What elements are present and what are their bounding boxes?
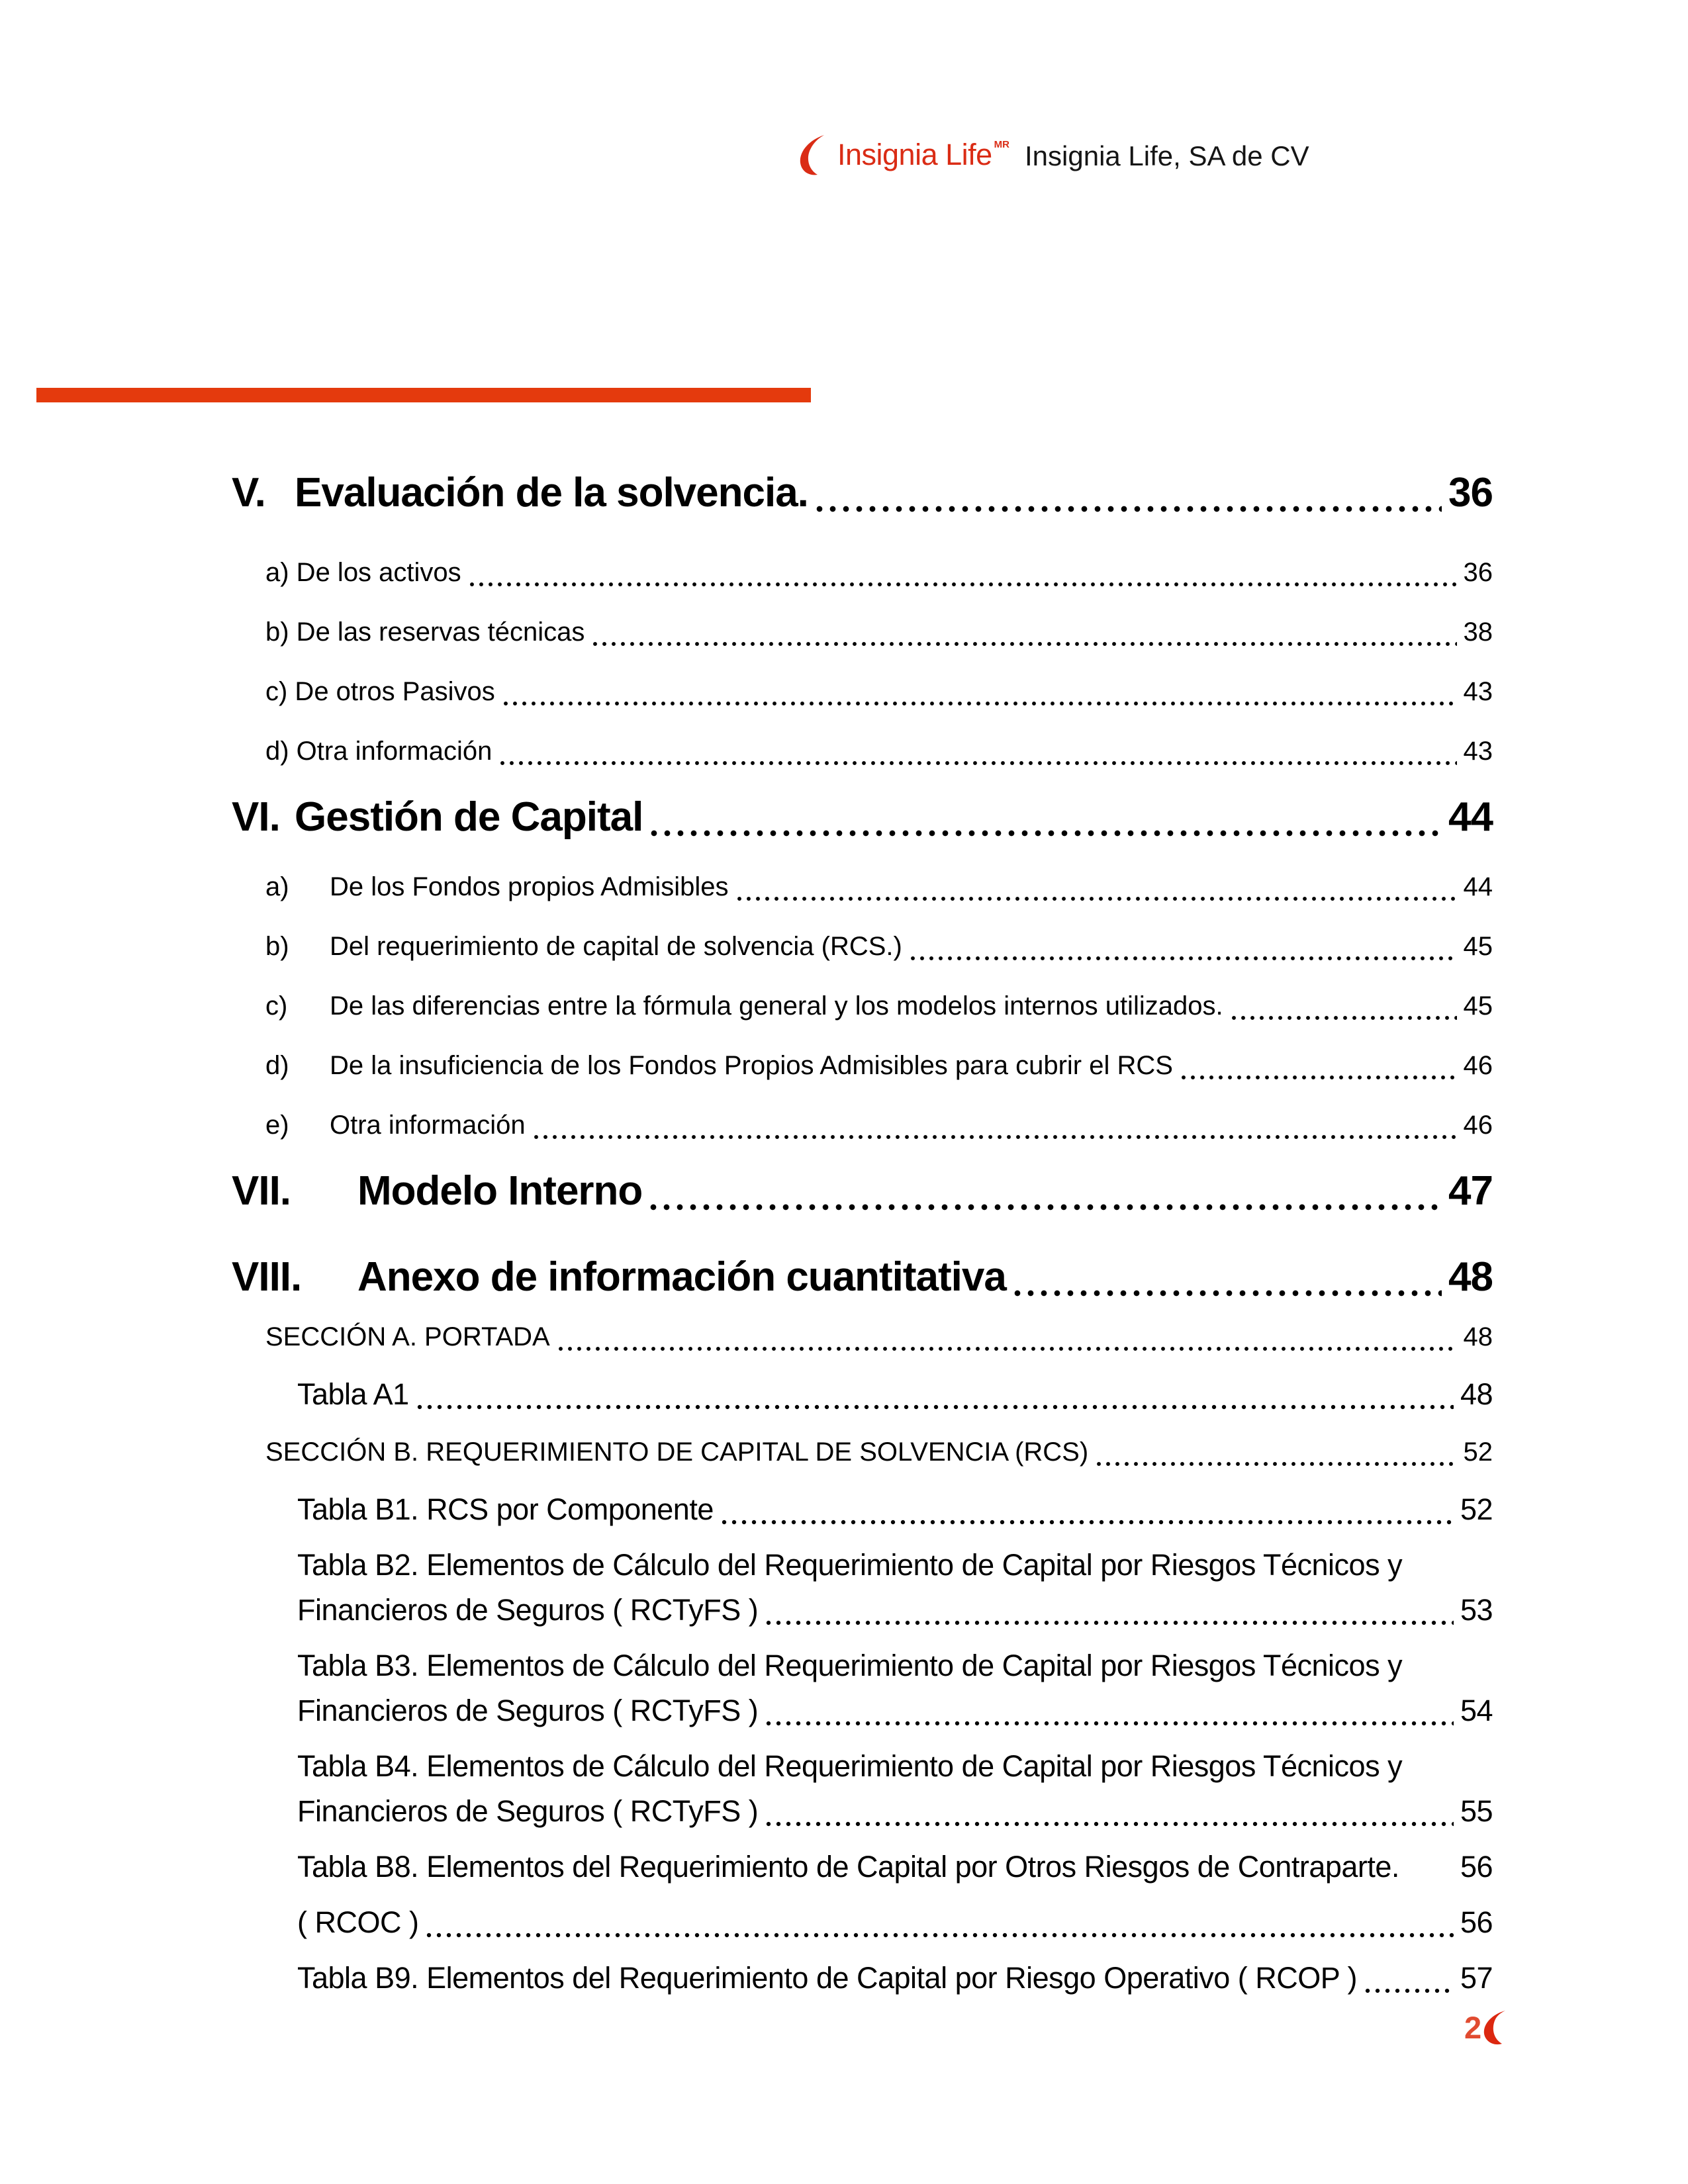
dot-leader — [469, 581, 1457, 588]
toc-entry-number: V. — [232, 470, 265, 516]
dot-leader — [1181, 1074, 1457, 1081]
toc-entry-page: 57 — [1460, 1961, 1493, 1995]
toc-entry-label: d) Otra información — [265, 737, 492, 766]
toc-entry-label: Tabla B1. RCS por Componente — [297, 1492, 714, 1526]
toc-entry-label: Otra información — [330, 1111, 526, 1140]
toc-entry — [232, 1161, 1493, 1221]
toc-entry-label: b) De las reservas técnicas — [265, 617, 585, 647]
toc-entry — [232, 1095, 1493, 1155]
dot-leader — [910, 955, 1457, 962]
dot-leader — [766, 1619, 1454, 1626]
logo-trademark: MR — [994, 139, 1009, 150]
page-number: 2 — [1464, 2010, 1482, 2045]
toc-entry-number: a) — [265, 872, 289, 901]
toc-entry-page: 47 — [1448, 1168, 1493, 1214]
toc-entry — [232, 1367, 1493, 1422]
logo-wordmark: Insignia Life — [837, 138, 992, 171]
toc-entry-page: 48 — [1463, 1322, 1493, 1351]
toc-entry-label: SECCIÓN A. PORTADA — [265, 1322, 550, 1351]
toc-entry — [232, 1307, 1493, 1367]
toc-entry-page: 44 — [1448, 794, 1493, 840]
dot-leader — [766, 1821, 1454, 1827]
dot-leader — [737, 895, 1457, 902]
dot-leader — [503, 700, 1457, 707]
toc-entry — [232, 857, 1493, 917]
toc-entry-label: a) De los activos — [265, 558, 461, 587]
company-name: Insignia Life, SA de CV — [1025, 140, 1309, 171]
dot-leader — [558, 1345, 1457, 1352]
toc-entry-label: Del requerimiento de capital de solvencia (RCS.) — [330, 932, 902, 961]
toc-entry-page: 36 — [1463, 558, 1493, 587]
toc-entry — [232, 543, 1493, 602]
toc-entry-page: 46 — [1463, 1051, 1493, 1080]
toc-entry-page: 55 — [1460, 1794, 1493, 1828]
toc-entry — [232, 1950, 1493, 2006]
toc-entry-page: 38 — [1463, 617, 1493, 647]
toc-entry — [232, 1036, 1493, 1095]
dot-leader — [816, 505, 1442, 513]
toc-entry-label: Financieros de Seguros ( RCTyFS ) — [297, 1593, 759, 1627]
dot-leader — [592, 641, 1456, 647]
dot-leader — [417, 1404, 1454, 1410]
toc-entry — [232, 463, 1493, 523]
toc-entry-page: 36 — [1448, 470, 1493, 516]
toc-entry-number: c) — [265, 991, 288, 1021]
toc-entry-label: Financieros de Seguros ( RCTyFS ) — [297, 1694, 759, 1727]
toc-entry-page: 48 — [1448, 1254, 1493, 1300]
toc-entry-page: 56 — [1460, 1905, 1493, 1939]
dot-leader — [722, 1519, 1454, 1525]
toc-entry-label: De la insuficiencia de los Fondos Propios Admisibles para cubrir el RCS — [330, 1051, 1173, 1080]
toc-entry-page: 44 — [1463, 872, 1493, 901]
accent-bar — [36, 388, 811, 402]
toc-entry — [232, 1248, 1493, 1307]
toc-entry-label: De los Fondos propios Admisibles — [330, 872, 729, 901]
toc-entry-number: e) — [265, 1111, 289, 1140]
toc-entry-label: ( RCOC ) — [297, 1905, 419, 1939]
toc-entry-number: VII. — [232, 1168, 291, 1214]
dot-leader — [1096, 1461, 1456, 1467]
toc-entry-label: Evaluación de la solvencia. — [295, 470, 808, 516]
toc-entry — [232, 721, 1493, 781]
toc-entry-label: Tabla B4. Elementos de Cálculo del Requerimiento de Capital por Riesgos Técnicos y — [297, 1749, 1403, 1783]
toc-entry-page: 52 — [1460, 1492, 1493, 1526]
toc-entry — [232, 1422, 1493, 1482]
toc-entry-label: Anexo de información cuantitativa — [357, 1254, 1006, 1300]
dot-leader — [426, 1932, 1453, 1938]
dot-leader — [1014, 1289, 1442, 1297]
toc-entry-page: 52 — [1463, 1437, 1493, 1467]
toc-entry-number: VI. — [232, 794, 280, 840]
toc-entry-label: De las diferencias entre la fórmula general y los modelos internos utilizados. — [330, 991, 1223, 1021]
toc-entry-label: Gestión de Capital — [295, 794, 643, 840]
dot-leader — [1231, 1015, 1457, 1021]
toc-entry-label: Tabla A1 — [297, 1377, 409, 1411]
toc-entry-page: 54 — [1460, 1694, 1493, 1727]
toc-entry — [232, 788, 1493, 847]
toc-entry-number: VIII. — [232, 1254, 302, 1300]
toc-entry — [232, 662, 1493, 721]
dot-leader — [534, 1134, 1457, 1140]
dot-leader — [1365, 1987, 1454, 1994]
crescent-logo-icon — [798, 134, 832, 176]
page-footer — [1464, 2009, 1511, 2046]
toc-entry — [232, 976, 1493, 1036]
toc-entry-number: d) — [265, 1051, 289, 1080]
toc-entry — [232, 917, 1493, 976]
crescent-footer-icon — [1483, 2009, 1511, 2045]
toc-entry-label: Tabla B8. Elementos del Requerimiento de Capital por Otros Riesgos de Contraparte. — [297, 1850, 1399, 1884]
toc-entry-label: Modelo Interno — [357, 1168, 643, 1214]
toc-entry-label: Financieros de Seguros ( RCTyFS ) — [297, 1794, 759, 1828]
toc-entry-label: Tabla B3. Elementos de Cálculo del Requerimiento de Capital por Riesgos Técnicos y — [297, 1649, 1403, 1682]
toc-entry — [232, 1839, 1493, 1895]
toc-entry-page: 48 — [1460, 1377, 1493, 1411]
toc-entry-page: 43 — [1463, 737, 1493, 766]
toc-entry-page: 43 — [1463, 677, 1493, 706]
dot-leader — [651, 829, 1442, 837]
toc-entry-label: SECCIÓN B. REQUERIMIENTO DE CAPITAL DE SOLVENCIA (RCS) — [265, 1437, 1089, 1467]
toc-entry-page: 56 — [1460, 1850, 1493, 1884]
dot-leader — [766, 1720, 1454, 1727]
table-of-contents — [232, 463, 1493, 2006]
toc-entry-page: 46 — [1463, 1111, 1493, 1140]
dot-leader — [650, 1203, 1442, 1211]
toc-entry-label: Tabla B9. Elementos del Requerimiento de Capital por Riesgo Operativo ( RCOP ) — [297, 1961, 1357, 1995]
insignia-life-logo — [798, 134, 1009, 176]
toc-entry-label: Tabla B2. Elementos de Cálculo del Requerimiento de Capital por Riesgos Técnicos y — [297, 1548, 1403, 1582]
toc-entry-number: b) — [265, 932, 289, 961]
toc-entry — [232, 1482, 1493, 1537]
toc-entry-page: 45 — [1463, 991, 1493, 1021]
dot-leader — [500, 760, 1456, 766]
toc-entry — [232, 602, 1493, 662]
toc-entry — [232, 1895, 1493, 1950]
toc-entry-page: 45 — [1463, 932, 1493, 961]
toc-entry-page: 53 — [1460, 1593, 1493, 1627]
toc-entry-label: c) De otros Pasivos — [265, 677, 495, 706]
